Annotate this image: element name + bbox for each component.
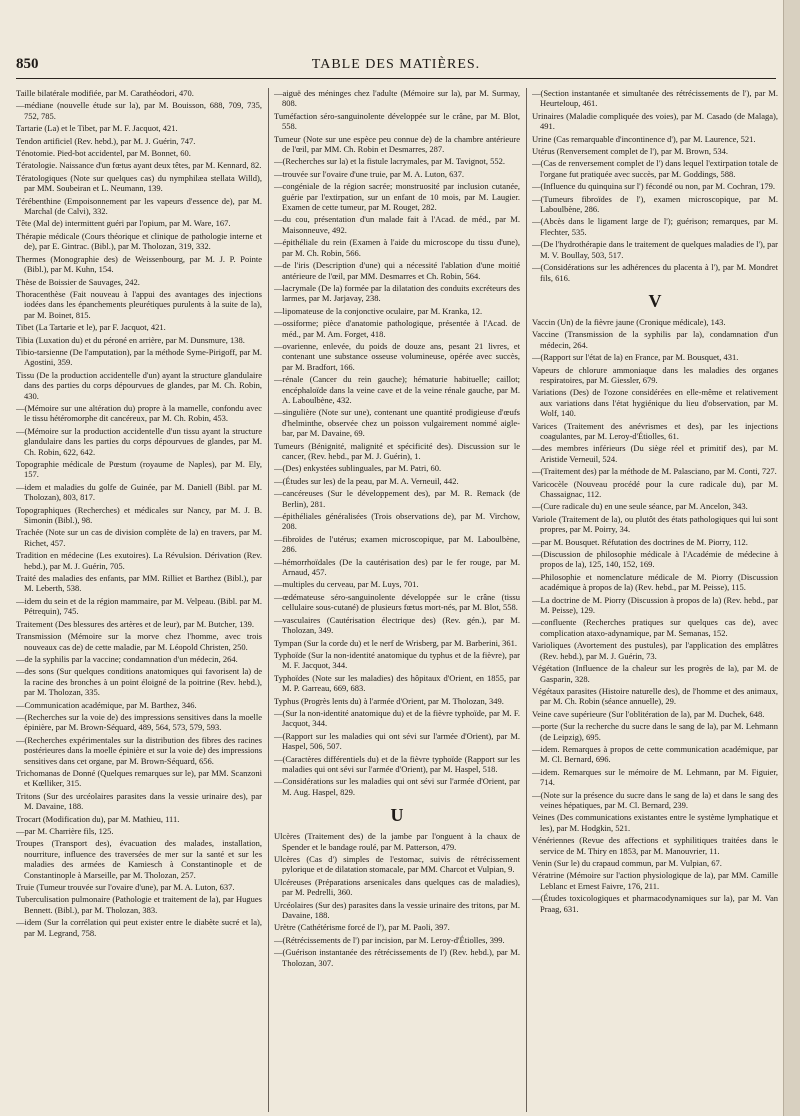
index-entry: Thèse de Boissier de Sauvages, 242. <box>16 276 140 287</box>
index-entry: —vasculaires (Cautérisation électrique des) (Rev. gén.), par M. Tholozan, 349. <box>274 614 520 636</box>
index-entry: —(Recherches expérimentales sur la distribution des fibres des racines postérieures dans la moelle épinière et sur la voie de) des impressions sensitives dans cet organe, par M. Brown-Séquard, 656. <box>16 734 262 766</box>
index-entry: Taille bilatérale modifiée, par M. Carathéodori, 470. <box>16 88 194 98</box>
index-entry: Typhoïde (Sur la non-identité anatomique du typhus et de la fièvre), par M. F. Jacquot, 344. <box>274 649 520 671</box>
index-entry: —(Cas de renversement complet de l') dans lequel l'extirpation totale de l'organe fut pratiquée avec succès, par M. Goddings, 588. <box>532 158 778 179</box>
index-entry: —singulière (Note sur une), contenant une quantité prodigieuse d'œufs d'helminthe, observée chez un poisson vulgairement nommé aigle-bar, par M. Davaine, 69. <box>274 407 520 439</box>
index-entry: Traité des maladies des enfants, par MM. Rilliet et Barthez (Bibl.), par M. Leberth, 538. <box>16 573 262 594</box>
index-entry: Tradition en médecine (Les exutoires). La Révulsion. Dérivation (Rev. hebd.), par M. J. Guérin, 705. <box>16 550 262 571</box>
index-entry: Vapeurs de chlorure ammoniaque dans les maladies des organes respiratoires, par M. Giessler, 679. <box>532 364 778 385</box>
index-entry: —(Des) enkystées sublinguales, par M. Patri, 60. <box>274 463 442 474</box>
index-entry: —idem. Remarques à propos de cette communication académique, par M. Cl. Bernard, 696. <box>532 743 778 765</box>
index-entry: —La doctrine de M. Piorry (Discussion à propos de la) (Rev. hebd., par M. Peisse), 129. <box>532 594 778 616</box>
index-entry: —fibroïdes de l'utérus; examen microscopique, par M. Laboulbène, 286. <box>274 533 520 555</box>
index-entry: —(Études toxicologiques et pharmacodynamiques sur la), par M. Van Praag, 631. <box>532 893 778 914</box>
index-entry: —(Tumeurs fibroïdes de l'), examen microscopique, par M. Laboulbène, 286. <box>532 193 778 215</box>
index-entry: Urcéolaires (Sur des) parasites dans la vessie urinaire des tritons, par M. Davaine, 188. <box>274 899 520 921</box>
index-entry: Tumeur (Note sur une espèce peu connue de) de la chambre antérieure de l'œil, par MM. Ch. Robin et Desmarres, 287. <box>274 133 520 155</box>
index-entry: Veine cave supérieure (Sur l'oblitération de la), par M. Duchek, 648. <box>532 708 765 719</box>
index-entry: —hémorrhoïdales (De la cautérisation des) par le fer rouge, par M. Arnaud, 457. <box>274 556 520 578</box>
index-entry: Tibio-tarsienne (De l'amputation), par la méthode Syme-Pirigoff, par M. Agostini, 359. <box>16 346 262 368</box>
index-entry: Urine (Cas remarquable d'incontinence d'), par M. Laurence, 521. <box>532 133 756 144</box>
index-entry: Thérapie médicale (Cours théorique et clinique de pathologie interne et de), par E. Gintrac. (Bibl.), par M. Tholozan, 319, 332. <box>16 230 262 252</box>
index-entry: —rénale (Cancer du rein gauche); hématurie habituelle; caillot; encéphaloïde dans la veine cave et de la veine rénale gauche, par M. A. Laboulbène, 432. <box>274 374 520 405</box>
index-entry: Ulcères (Traitement des) de la jambe par l'onguent à la chaux de Spender et le bandage roulé, par M. Patterson, 479. <box>274 831 520 852</box>
index-entry: —Communication académique, par M. Barthez, 346. <box>16 699 197 710</box>
index-entry: —trouvée sur l'ovaire d'une truie, par M. A. Luton, 637. <box>274 168 465 179</box>
index-entry: —de l'iris (Description d'une) qui a nécessité l'ablation d'une moitié antérieure de l'œil, par MM. Desmarres et Ch. Robin, 564. <box>274 260 520 281</box>
index-entry: Urinaires (Maladie compliquée des voies), par M. Casado (de Malaga), 491. <box>532 110 778 132</box>
index-entry: Thermes (Monographie des) de Weissenbourg, par M. J. P. Pointe (Bibl.), par M. Kuhn, 154. <box>16 253 262 275</box>
index-entry: Thoracenthèse (Fait nouveau à l'appui des avantages des injections iodées dans les épanchements pleurétiques purulents à la suite de la), par M. Boinet, 815. <box>16 288 262 320</box>
index-entry: —du cou, présentation d'un malade fait à l'Acad. de méd., par M. Maisonneuve, 492. <box>274 214 520 235</box>
index-entry: Ténotomie. Pied-bot accidentel, par M. Bonnet, 60. <box>16 148 191 159</box>
index-entry: —(Rétrécissements de l') par incision, par M. Leroy-d'Étiolles, 399. <box>274 934 505 945</box>
index-entry: —épithéliales généralisées (Trois observations de), par M. Virchow, 208. <box>274 511 520 532</box>
index-entry: —épithéliale du rein (Examen à l'aide du microscope du tissu d'une), par M. Ch. Robin, 566. <box>274 237 520 258</box>
index-entry: —(Influence du quinquina sur l') fécondé ou non, par M. Cochran, 179. <box>532 181 776 192</box>
index-entry: Tératologie. Naissance d'un fœtus ayant deux têtes, par M. Kennard, 82. <box>16 160 262 171</box>
section-letter: U <box>390 805 404 826</box>
index-entry: Vaccine (Transmission de la syphilis par la), condamnation d'un médecin, 264. <box>532 329 778 350</box>
index-entry: —(Sur la non-identité anatomique du) et de la fièvre typhoïde, par M. F. Jacquot, 344. <box>274 707 520 729</box>
index-entry: Tritons (Sur des urcéolaires parasites dans la vessie urinaire des), par M. Davaine, 188. <box>16 790 262 812</box>
index-entry: —cancéreuses (Sur le développement des), par M. R. Remack (de Berlin), 281. <box>274 488 520 509</box>
index-entry: Varices (Traitement des anévrismes et des), par les injections coagulantes, par M. Leroy-d'Étiolles, 61. <box>532 420 778 441</box>
index-columns <box>16 88 782 1112</box>
index-entry: Variole (Traitement de la), ou plutôt des états pathologiques qui lui sont propres, par M. Poirry, 34. <box>532 513 778 535</box>
index-entry: —(Discussion de philosophie médicale à l'Académie de médecine à propos de la), 125, 140, 152, 169. <box>532 549 778 570</box>
index-entry: Venin (Sur le) du crapaud commun, par M. Vulpian, 67. <box>532 858 722 868</box>
index-entry: —ossiforme; pièce d'anatomie pathologique, présentée à l'Acad. de méd., par M. Am. Forget, 418. <box>274 318 520 339</box>
index-column-1 <box>16 88 262 1112</box>
index-entry: Trocart (Modification du), par M. Mathieu, 111. <box>16 813 180 824</box>
index-entry: —ovarienne, enlevée, du poids de douze ans, pesant 21 livres, et contenant une substance osseuse volumineuse, opérée avec succès, par M. Bradfort, 166. <box>274 340 520 372</box>
index-entry: —Philosophie et nomenclature médicale de M. Piorry (Discussion académique à propos de la) (Rev. hebd., par M. Peisse), 115. <box>532 571 778 593</box>
index-entry: —idem. Remarques sur le mémoire de M. Lehmann, par M. Figuier, 714. <box>532 766 778 788</box>
index-entry: Végétation (Influence de la chaleur sur les progrès de la), par M. de Gasparin, 328. <box>532 663 778 684</box>
page-header <box>16 56 776 79</box>
index-entry: Topographiques (Recherches) et médicales sur Nancy, par M. J. B. Simonin (Bibl.), 98. <box>16 504 262 526</box>
index-entry: Végétaux parasites (Histoire naturelle des), de l'homme et des animaux, par M. Ch. Robin (séance annuelle), 29. <box>532 685 778 707</box>
index-entry: Truie (Tumeur trouvée sur l'ovaire d'une), par M. A. Luton, 637. <box>16 882 235 893</box>
index-entry: Tympan (Sur la corde du) et le nerf de Wrisberg, par M. Barberini, 361. <box>274 637 518 648</box>
index-entry: Vénériennes (Revue des affections et syphilitiques traitées dans le service de M. Thiry en 1853, par M. Manouvrier, 11. <box>532 835 778 856</box>
index-entry: —lipomateuse de la conjonctive oculaire, par M. Kranka, 12. <box>274 305 483 316</box>
index-column-3 <box>532 88 778 1112</box>
index-entry: Tératologiques (Note sur quelques cas) du nymphilæa stellata Willd), par MM. Soubeiran et L. Neumann, 139. <box>16 172 262 194</box>
index-entry: Vératrine (Mémoire sur l'action physiologique de la), par MM. Camille Leblanc et Ernest Faivre, 176, 211. <box>532 870 778 891</box>
index-entry: —confluente (Recherches pratiques sur quelques cas de), avec complication ataxo-adynamique, par M. Semanas, 152. <box>532 617 778 638</box>
index-entry: Tartarie (La) et le Tibet, par M. F. Jacquot, 421. <box>16 123 178 134</box>
index-entry: —(Études sur les) de la peau, par M. A. Verneuil, 442. <box>274 475 459 486</box>
index-entry: —(Abcès dans le ligament large de l'); guérison; remarques, par M. Flechter, 535. <box>532 216 778 237</box>
index-entry: —de la syphilis par la vaccine; condamnation d'un médecin, 264. <box>16 653 238 664</box>
index-entry: Typhus (Progrès lents du) à l'armée d'Orient, par M. Tholozan, 349. <box>274 695 504 706</box>
index-entry: —(Recherches sur la) et la fistule lacrymales, par M. Tavignot, 552. <box>274 156 506 167</box>
section-letter: V <box>648 290 662 311</box>
index-entry: Topographie médicale de Pœstum (royaume de Naples), par M. Ely, 157. <box>16 459 262 480</box>
index-entry: Tibet (La Tartarie et le), par F. Jacquot, 421. <box>16 322 166 333</box>
index-column-2 <box>274 88 520 1112</box>
index-entry: Utérus (Renversement complet de l'), par M. Brown, 534. <box>532 146 729 157</box>
index-entry: Tumeurs (Bénignité, malignité et spécificité des). Discussion sur le cancer, (Rev. hebd., par M. J. Guérin), 1. <box>274 440 520 461</box>
page-number: 850 <box>16 56 39 72</box>
index-entry: Tibia (Luxation du) et du péroné en arrière, par M. Dunsmure, 138. <box>16 334 245 345</box>
index-entry: —idem et maladies du golfe de Guinée, par M. Daniell (Bibl. par M. Tholozan), 803, 817. <box>16 481 262 503</box>
index-entry: Vaccin (Un) de la fièvre jaune (Cronique médicale), 143. <box>532 316 726 327</box>
index-entry: —(Section instantanée et simultanée des rétrécissements de l'), par M. Heurteloup, 461. <box>532 88 778 109</box>
index-entry: —des membres inférieurs (Du siège réel et primitif des), par M. Aristide Verneuil, 524. <box>532 443 778 464</box>
index-entry: Tuberculisation pulmonaire (Pathologie et traitement de la), par Hugues Bennett. (Bibl.), par M. Tholozan, 383. <box>16 894 262 915</box>
index-entry: —par M. Charrière fils, 125. <box>16 826 114 836</box>
index-entry: Ulcéreuses (Préparations arsenicales dans quelques cas de maladies), par M. Pedrelli, 360. <box>274 876 520 898</box>
adjacent-page-edge <box>783 0 800 1116</box>
running-title: TABLE DES MATIÈRES. <box>311 57 481 72</box>
index-entry: —(Traitement des) par la méthode de M. Palasciano, par M. Conti, 727. <box>532 466 777 477</box>
index-entry: Tuméfaction séro-sanguinolente développée sur le crâne, par M. Blot, 558. <box>274 110 520 132</box>
index-entry: —(Recherches sur la voie de) des impressions sensitives dans la moelle épinière, par M. Brown-Séquard, 489, 564, 573, 579, 593. <box>16 711 262 733</box>
index-entry: —congéniale de la région sacrée; monstruosité par inclusion cutanée, guérie par l'extirpation, sur un enfant de 10 mois, par M. Laugier. Examen de cette tumeur, par M. Rouget, 282. <box>274 181 520 213</box>
column-divider <box>526 88 527 1112</box>
index-entry: —(Guérison instantanée des rétrécissements de l') (Rev. hebd.), par M. Tholozan, 307. <box>274 947 520 968</box>
index-entry: —aiguë des méninges chez l'adulte (Mémoire sur la), par M. Surmay, 808. <box>274 88 520 109</box>
index-entry: —(Mémoire sur la production accidentelle d'un tissu ayant la structure glandulaire dans les parties du corps dépourvues de glandes, par M. Ch. Robin, 622, 642. <box>16 425 262 457</box>
index-entry: —(Rapport sur l'état de la) en France, par M. Bousquet, 431. <box>532 352 739 363</box>
index-entry: Térébenthine (Empoisonnement par les vapeurs d'essence de), par M. Marchal (de Calvi), 332. <box>16 195 262 217</box>
index-entry: Trichomanas de Donné (Quelques remarques sur le), par MM. Scanzoni et Kœlliker, 315. <box>16 767 262 789</box>
index-entry: Ulcères (Cas d') simples de l'estomac, suivis de rétrécissement pylorique et de dilatation stomacale, par MM. Charcot et Vulpian, 9. <box>274 854 520 875</box>
index-entry: —(Mémoire sur une altération du) propre à la mamelle, confondu avec le tissu hétéromorphe dit cancéreux, par M. Ch. Robin, 453. <box>16 402 262 424</box>
index-entry: Varioliques (Avortement des pustules), par l'application des emplâtres (Rev. hebd.), par M. J. Guérin, 73. <box>532 640 778 661</box>
index-entry: —œdémateuse séro-sanguinolente développée sur le crâne (tissu cellulaire sous-cutané) de plusieurs fœtus mort-nés, par M. Blot, 558. <box>274 591 520 613</box>
index-entry: —idem (Sur la corrélation qui peut exister entre le diabète sucré et la), par M. Legrand, 758. <box>16 917 262 938</box>
index-entry: —multiples du cerveau, par M. Luys, 701. <box>274 579 419 590</box>
index-entry: Typhoïdes (Note sur les maladies) des hôpitaux d'Orient, en 1855, par M. P. Garreau, 669, 683. <box>274 672 520 694</box>
index-entry: Tête (Mal de) intermittent guéri par l'opium, par M. Ware, 167. <box>16 218 231 229</box>
index-entry: —idem du sein et de la région mammaire, par M. Velpeau. (Bibl. par M. Pétrequin), 745. <box>16 595 262 617</box>
index-entry: —(Cure radicale du) en une seule séance, par M. Ancelon, 343. <box>532 501 748 512</box>
index-entry: —(Considérations sur les adhérences du placenta à l'), par M. Mondret fils, 616. <box>532 262 778 283</box>
index-entry: —Considérations sur les maladies qui ont sévi sur l'armée d'Orient, par M. Aug. Haspel, 829. <box>274 776 520 797</box>
index-entry: Traitement (Des blessures des artères et de leur), par M. Butcher, 139. <box>16 618 254 629</box>
index-entry: —médiane (nouvelle étude sur la), par M. Bouisson, 688, 709, 735, 752, 785. <box>16 100 262 121</box>
index-entry: Urètre (Cathétérisme forcé de l'), par M. Paoli, 397. <box>274 922 450 933</box>
index-entry: —par M. Bousquet. Réfutation des doctrines de M. Piorry, 112. <box>532 536 748 547</box>
index-entry: —porte (Sur la recherche du sucre dans le sang de la), par M. Lehmann (de Leipzig), 695. <box>532 721 778 742</box>
index-entry: —(Caractères différentiels du) et de la fièvre typhoïde (Rapport sur les maladies qui ont sévi sur l'armée d'Orient), par M. Haspel, 518. <box>274 753 520 774</box>
index-entry: Variations (Des) de l'ozone considérées en elle-même et relativement aux variations dans l'état hygiénique du lieu d'observation, par M. Wolf, 140. <box>532 387 778 419</box>
index-entry: Tissu (De la production accidentelle d'un) ayant la structure glandulaire dans des parties du corps dépourvues de glandes, par M. Ch. Robin, 430. <box>16 369 262 401</box>
index-entry: Tendon artificiel (Rev. hebd.), par M. J. Guérin, 747. <box>16 135 196 146</box>
index-entry: —(Note sur la présence du sucre dans le sang de la) et dans le sang des veines hépatiques, par M. Cl. Bernard, 239. <box>532 789 778 810</box>
index-entry: Troupes (Transport des), évacuation des malades, installation, nourriture, influence des traversées de mer sur la santé et sur les maladies des armées de Kamiesch à Constantinople et de Constantinople à Marseille, par M. Tholozan, 257. <box>16 838 262 880</box>
index-entry: —lacrymale (De la) formée par la dilatation des conduits excréteurs des larmes, par M. Jarjavay, 238. <box>274 282 520 304</box>
index-entry: Varicocèle (Nouveau procédé pour la cure radicale du), par M. Chassaignac, 112. <box>532 478 778 499</box>
index-entry: —(De l'hydrothérapie dans le traitement de quelques maladies de l'), par M. V. Boullay, 503, 517. <box>532 239 778 260</box>
column-divider <box>268 88 269 1112</box>
index-entry: Trachée (Note sur un cas de division complète de la) en travers, par M. Richet, 457. <box>16 527 262 548</box>
index-entry: —(Rapport sur les maladies qui ont sévi sur l'armée d'Orient), par M. Haspel, 506, 507. <box>274 730 520 752</box>
index-entry: Transmission (Mémoire sur la morve chez l'homme, avec trois nouveaux cas de) de cette maladie, par M. Léopold Christen, 250. <box>16 631 262 652</box>
index-entry: Veines (Des communications existantes entre le système lymphatique et les), par M. Hodgkin, 521. <box>532 812 778 833</box>
index-entry: —des sons (Sur quelques conditions anatomiques qui favorisent la) de la racine des bronches à un point éloigné de la poitrine (Rev. hebd.), par M. Tholozan, 335. <box>16 666 262 698</box>
